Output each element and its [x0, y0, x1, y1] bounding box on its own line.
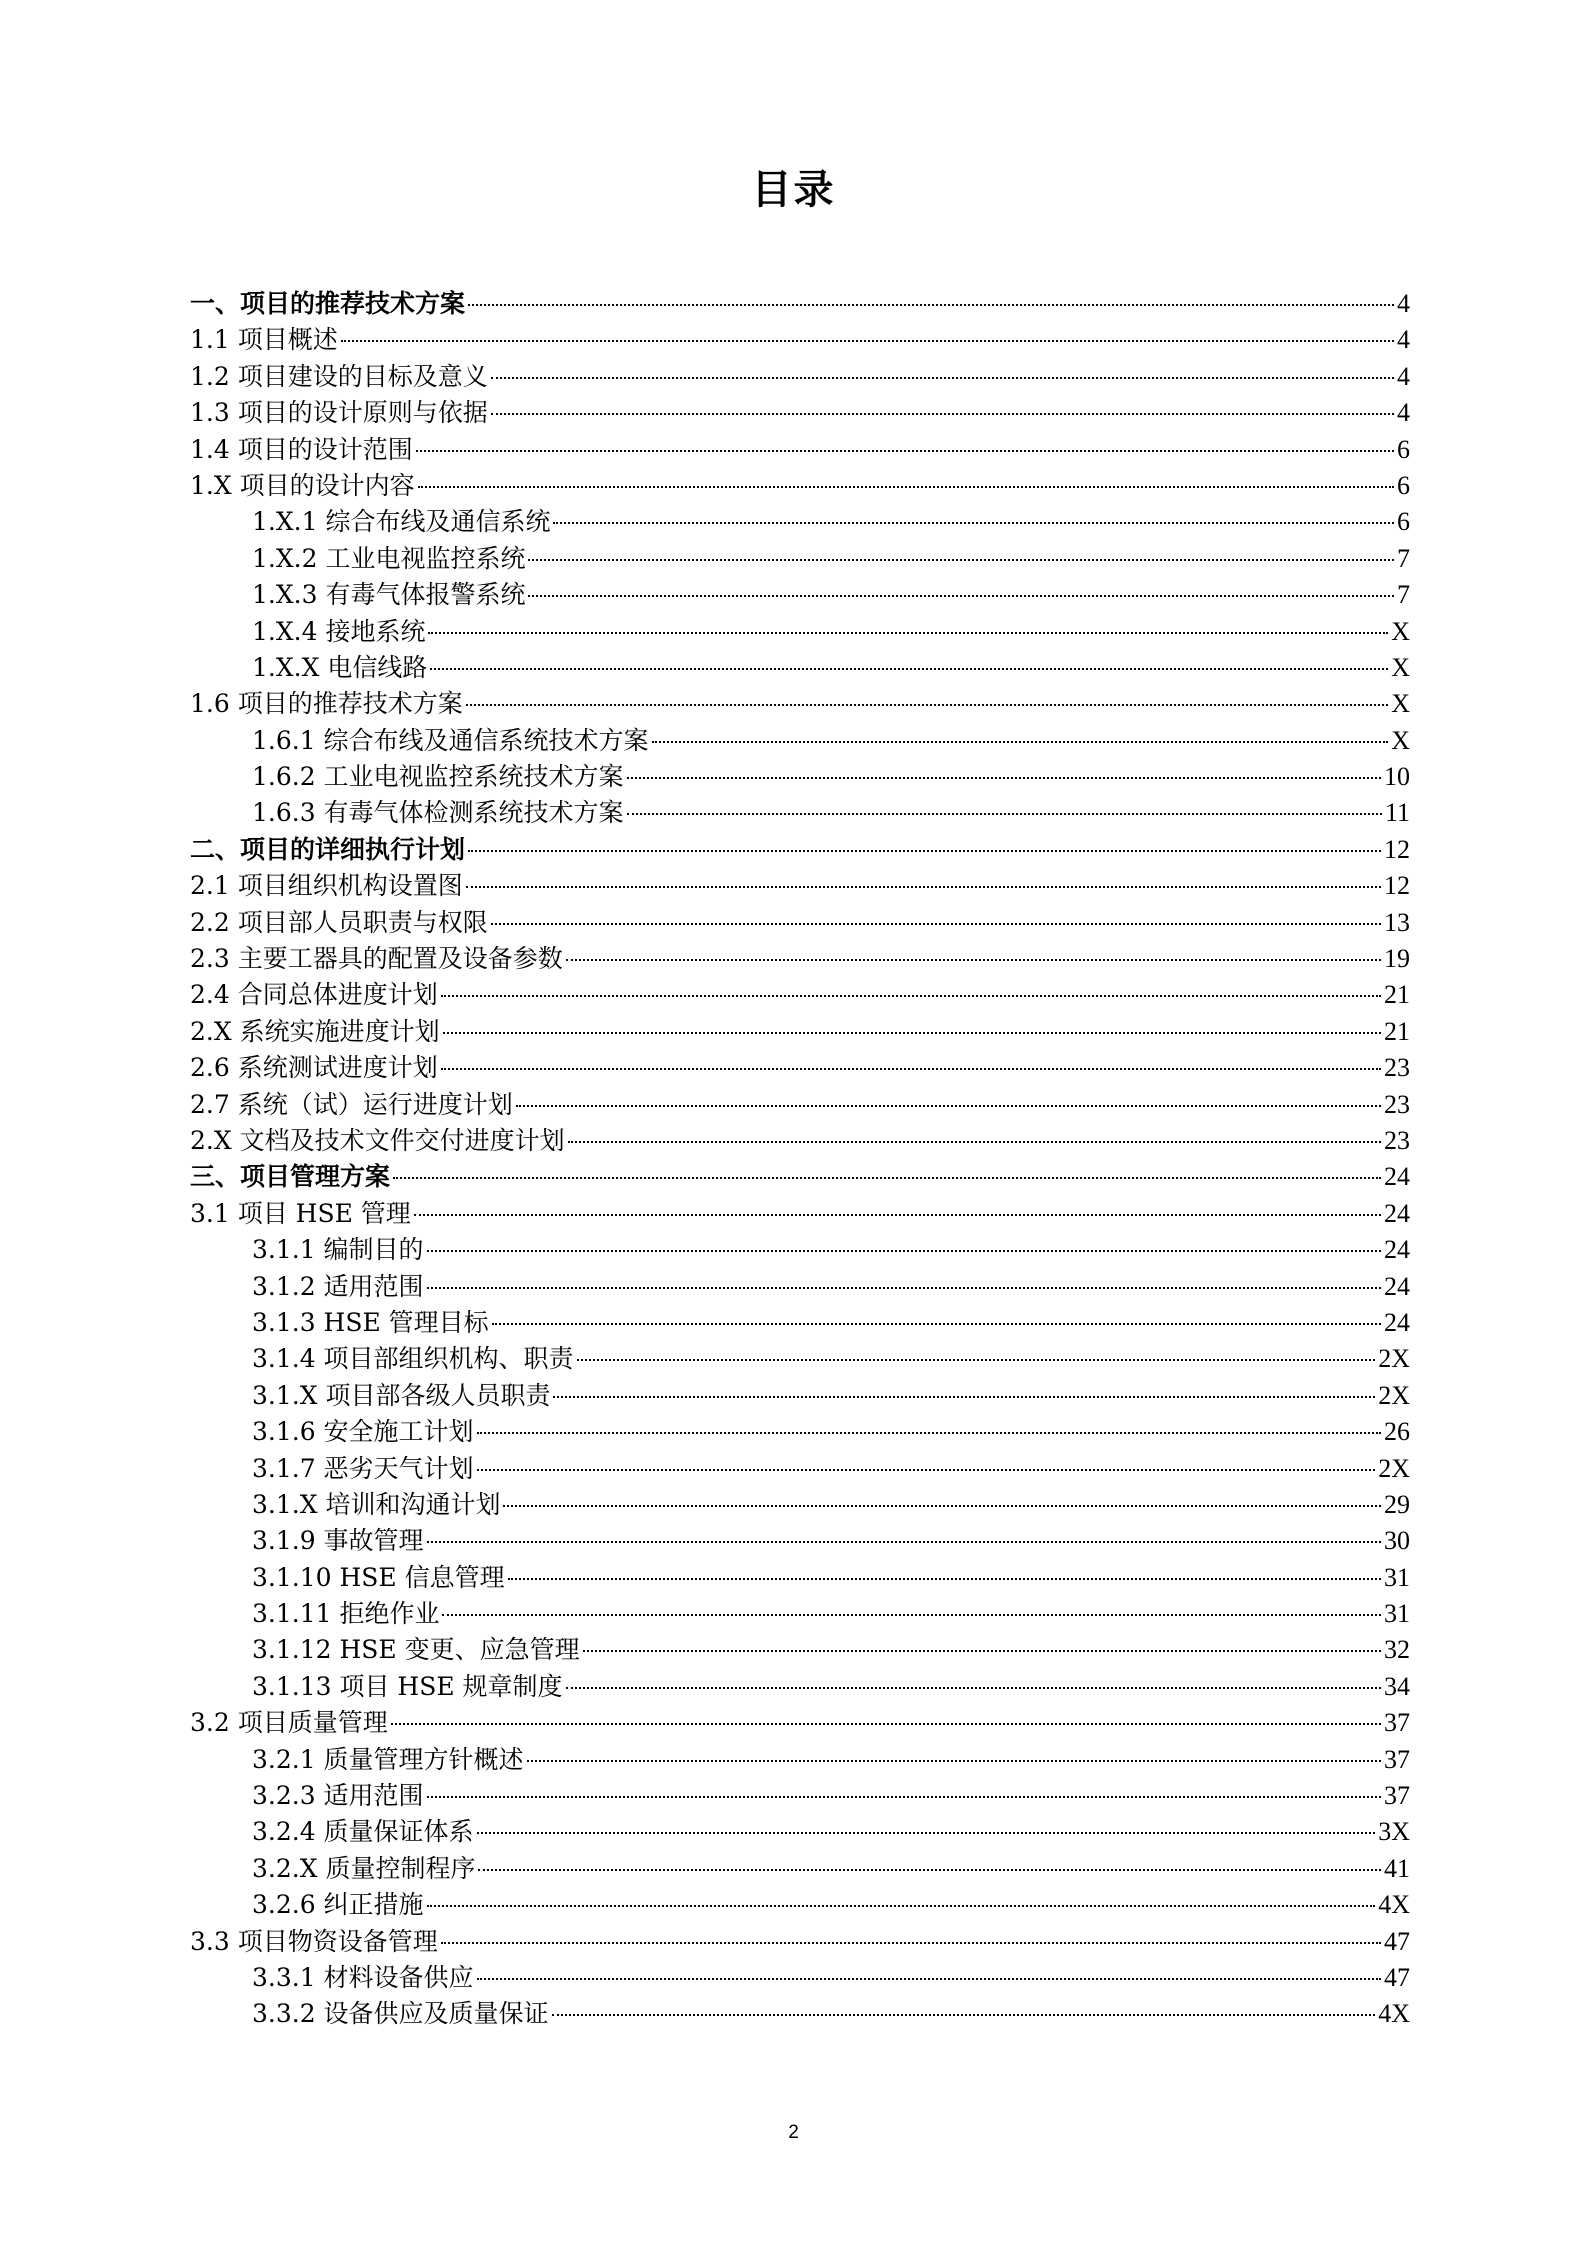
toc-entry[interactable]	[190, 359, 1410, 395]
toc-entry-title: 1.6.1 综合布线及通信系统技术方案	[252, 725, 649, 755]
toc-entry[interactable]	[190, 1378, 1410, 1414]
toc-entry[interactable]	[190, 1123, 1410, 1159]
page-number: 2	[788, 2122, 799, 2143]
toc-entry[interactable]	[190, 1341, 1410, 1377]
toc-entry-title: 3.2 项目质量管理	[190, 1708, 388, 1738]
toc-entry-title: 3.3 项目物资设备管理	[190, 1926, 438, 1956]
toc-entry[interactable]	[190, 1669, 1410, 1705]
toc-entry-page: 3X	[1378, 1817, 1410, 1847]
toc-entry-page: 4	[1397, 361, 1410, 391]
toc-entry-page: 4	[1397, 325, 1410, 355]
dot-leader	[414, 1214, 1381, 1216]
toc-entry-page: 47	[1384, 1926, 1410, 1956]
dot-leader	[468, 304, 1394, 306]
toc-entry-page: X	[1391, 725, 1410, 755]
toc-entry-page: 32	[1384, 1635, 1410, 1665]
toc-entry-page: 7	[1397, 580, 1410, 610]
dot-leader	[553, 1396, 1375, 1398]
toc-entry[interactable]	[190, 577, 1410, 613]
toc-entry-page: 10	[1384, 762, 1410, 792]
toc-entry-title: 2.7 系统（试）运行进度计划	[190, 1089, 513, 1119]
toc-entry[interactable]	[190, 723, 1410, 759]
toc-entry-title: 3.1.3 HSE 管理目标	[252, 1307, 489, 1337]
toc-entry[interactable]	[190, 1742, 1410, 1778]
dot-leader	[577, 1359, 1376, 1361]
toc-entry-page: 11	[1384, 798, 1410, 828]
toc-entry-title: 1.1 项目概述	[190, 325, 338, 355]
toc-entry-title: 2.2 项目部人员职责与权限	[190, 907, 488, 937]
toc-entry[interactable]	[190, 1087, 1410, 1123]
toc-entry-title: 2.3 主要工器具的配置及设备参数	[190, 944, 563, 974]
toc-entry[interactable]	[190, 1778, 1410, 1814]
toc-entry-title: 3.1.6 安全施工计划	[252, 1417, 474, 1447]
toc-entry-title: 2.X 文档及技术文件交付进度计划	[190, 1125, 565, 1155]
dot-leader	[443, 1032, 1381, 1034]
toc-entry-page: 24	[1384, 1162, 1410, 1192]
dot-leader	[627, 813, 1382, 815]
dot-leader	[503, 1505, 1381, 1507]
toc-entry-title: 1.6.3 有毒气体检测系统技术方案	[252, 798, 624, 828]
toc-entry[interactable]	[190, 759, 1410, 795]
dot-leader	[441, 1942, 1381, 1944]
toc-entry-page: 37	[1384, 1781, 1410, 1811]
dot-leader	[477, 1832, 1376, 1834]
toc-entry[interactable]	[190, 1159, 1410, 1195]
dot-leader	[427, 1541, 1381, 1543]
toc-entry-page: 7	[1397, 543, 1410, 573]
toc-entry-page: 12	[1384, 871, 1410, 901]
toc-entry-title: 2.4 合同总体进度计划	[190, 980, 438, 1010]
toc-entry-title: 1.6.2 工业电视监控系统技术方案	[252, 762, 624, 792]
toc-entry-page: 24	[1384, 1271, 1410, 1301]
dot-leader	[466, 704, 1389, 706]
toc-entry-title: 3.1 项目 HSE 管理	[190, 1198, 411, 1228]
toc-entry-page: 21	[1384, 1016, 1410, 1046]
toc-entry-title: 2.6 系统测试进度计划	[190, 1053, 438, 1083]
toc-entry-title: 3.1.X 项目部各级人员职责	[252, 1380, 551, 1410]
toc-entry-page: 37	[1384, 1708, 1410, 1738]
toc-entry[interactable]	[190, 1924, 1410, 1960]
toc-entry[interactable]	[190, 1487, 1410, 1523]
toc-entry-title: 1.6 项目的推荐技术方案	[190, 689, 463, 719]
dot-leader	[466, 886, 1381, 888]
toc-entry-page: 37	[1384, 1744, 1410, 1774]
toc-entry-title: 1.X.3 有毒气体报警系统	[252, 580, 526, 610]
dot-leader	[491, 413, 1394, 415]
dot-leader	[528, 559, 1394, 561]
dot-leader	[393, 1177, 1381, 1179]
toc-entry-page: 24	[1384, 1307, 1410, 1337]
toc-entry-page: 2X	[1378, 1380, 1410, 1410]
toc-entry-page: 6	[1397, 434, 1410, 464]
toc-entry-page: 47	[1384, 1962, 1410, 1992]
toc-entry-page: 4	[1397, 289, 1410, 318]
toc-entry-title: 1.X.1 综合布线及通信系统	[252, 507, 551, 537]
dot-leader	[528, 595, 1394, 597]
toc-entry[interactable]	[190, 1269, 1410, 1305]
toc-entry[interactable]	[190, 650, 1410, 686]
toc-entry-title: 1.X 项目的设计内容	[190, 470, 415, 500]
toc-entry[interactable]	[190, 1996, 1410, 2032]
toc-entry[interactable]	[190, 1305, 1410, 1341]
dot-leader	[442, 1614, 1381, 1616]
toc-entry-page: 12	[1384, 834, 1410, 864]
toc-entry-title: 3.2.1 质量管理方针概述	[252, 1744, 524, 1774]
toc-entry[interactable]	[190, 977, 1410, 1013]
dot-leader	[627, 777, 1381, 779]
toc-entry[interactable]	[190, 432, 1410, 468]
toc-entry[interactable]	[190, 1523, 1410, 1559]
toc-entry-title: 2.X 系统实施进度计划	[190, 1016, 440, 1046]
toc-entry[interactable]	[190, 395, 1410, 431]
toc-entry-title: 3.2.X 质量控制程序	[252, 1853, 476, 1883]
dot-leader	[652, 741, 1389, 743]
toc-entry[interactable]	[190, 1196, 1410, 1232]
toc-entry[interactable]	[190, 1014, 1410, 1050]
toc-entry-title: 2.1 项目组织机构设置图	[190, 871, 463, 901]
toc-entry[interactable]	[190, 1232, 1410, 1268]
toc-entry-title: 3.2.6 纠正措施	[252, 1890, 424, 1920]
dot-leader	[491, 377, 1394, 379]
dot-leader	[566, 959, 1381, 961]
toc-entry-page: 19	[1384, 944, 1410, 974]
toc-entry[interactable]	[190, 504, 1410, 540]
toc-entry-title: 1.2 项目建设的目标及意义	[190, 361, 488, 391]
dot-leader	[477, 1469, 1376, 1471]
toc-entry-page: 26	[1384, 1417, 1410, 1447]
toc-entry[interactable]	[190, 1851, 1410, 1887]
toc-entry-page: 4	[1397, 398, 1410, 428]
toc-entry[interactable]	[190, 868, 1410, 904]
toc-entry-page: 23	[1384, 1125, 1410, 1155]
toc-entry-title: 3.1.11 拒绝作业	[252, 1599, 440, 1629]
toc-entry-page: 23	[1384, 1089, 1410, 1119]
toc-entry-page: 21	[1384, 980, 1410, 1010]
toc-entry-title: 三、项目管理方案	[190, 1162, 391, 1192]
dot-leader	[477, 1432, 1381, 1434]
toc-entry[interactable]	[190, 468, 1410, 504]
toc-entry[interactable]	[190, 1960, 1410, 1996]
dot-leader	[566, 1687, 1381, 1689]
toc-entry-page: 29	[1384, 1489, 1410, 1519]
toc-entry-title: 3.2.3 适用范围	[252, 1781, 424, 1811]
toc-entry-title: 3.3.1 材料设备供应	[252, 1962, 474, 1992]
dot-leader	[441, 1068, 1381, 1070]
dot-leader	[478, 1869, 1381, 1871]
toc-entry-title: 1.X.X 电信线路	[252, 652, 428, 682]
toc-entry-page: 23	[1384, 1053, 1410, 1083]
dot-leader	[553, 522, 1394, 524]
toc-entry-title: 3.2.4 质量保证体系	[252, 1817, 474, 1847]
toc-entry[interactable]	[190, 1414, 1410, 1450]
toc-entry-title: 1.4 项目的设计范围	[190, 434, 413, 464]
dot-leader	[441, 995, 1381, 997]
toc-entry-title: 3.1.X 培训和沟通计划	[252, 1489, 501, 1519]
dot-leader	[418, 486, 1394, 488]
toc-entry-title: 3.1.9 事故管理	[252, 1526, 424, 1556]
dot-leader	[491, 923, 1381, 925]
dot-leader	[427, 1796, 1381, 1798]
dot-leader	[430, 668, 1388, 670]
dot-leader	[341, 340, 1394, 342]
toc-entry-page: 13	[1384, 907, 1410, 937]
toc-entry-page: 30	[1384, 1526, 1410, 1556]
toc-entry-page: X	[1391, 616, 1410, 646]
toc-entry-title: 3.1.12 HSE 变更、应急管理	[252, 1635, 580, 1665]
toc-entry-title: 3.1.10 HSE 信息管理	[252, 1562, 505, 1592]
toc-entry-title: 1.X.4 接地系统	[252, 616, 426, 646]
table-of-contents	[190, 286, 1410, 2033]
toc-entry[interactable]	[190, 832, 1410, 868]
dot-leader	[508, 1578, 1381, 1580]
toc-entry-page: 2X	[1378, 1344, 1410, 1374]
toc-entry-page: 31	[1384, 1562, 1410, 1592]
toc-entry[interactable]	[190, 1596, 1410, 1632]
dot-leader	[583, 1650, 1381, 1652]
toc-entry[interactable]	[190, 541, 1410, 577]
toc-entry-page: 2X	[1378, 1453, 1410, 1483]
dot-leader	[416, 450, 1394, 452]
toc-entry-page: 34	[1384, 1671, 1410, 1701]
toc-entry[interactable]	[190, 322, 1410, 358]
dot-leader	[492, 1323, 1381, 1325]
toc-entry-page: 6	[1397, 470, 1410, 500]
toc-entry-page: 24	[1384, 1235, 1410, 1265]
dot-leader	[428, 632, 1388, 634]
toc-entry[interactable]	[190, 1705, 1410, 1741]
toc-entry-page: X	[1391, 689, 1410, 719]
toc-entry-title: 3.1.2 适用范围	[252, 1271, 424, 1301]
toc-entry[interactable]	[190, 1632, 1410, 1668]
toc-entry[interactable]	[190, 1560, 1410, 1596]
toc-entry-page: 6	[1397, 507, 1410, 537]
dot-leader	[568, 1141, 1381, 1143]
toc-entry[interactable]	[190, 905, 1410, 941]
toc-entry-title: 3.1.7 恶劣天气计划	[252, 1453, 474, 1483]
toc-title: 目录	[751, 167, 836, 213]
dot-leader	[427, 1905, 1376, 1907]
dot-leader	[527, 1760, 1381, 1762]
toc-entry-title: 3.3.2 设备供应及质量保证	[252, 1999, 549, 2029]
toc-entry-page: 24	[1384, 1198, 1410, 1228]
toc-entry[interactable]	[190, 795, 1410, 831]
toc-entry-page: 41	[1384, 1853, 1410, 1883]
toc-entry-title: 3.1.4 项目部组织机构、职责	[252, 1344, 574, 1374]
dot-leader	[427, 1250, 1381, 1252]
toc-entry[interactable]	[190, 1887, 1410, 1923]
dot-leader	[516, 1105, 1381, 1107]
toc-entry[interactable]	[190, 614, 1410, 650]
toc-entry[interactable]	[190, 941, 1410, 977]
toc-entry-title: 二、项目的详细执行计划	[190, 834, 466, 864]
toc-entry[interactable]	[190, 286, 1410, 322]
toc-entry-page: 4X	[1378, 1890, 1410, 1920]
toc-entry[interactable]	[190, 1050, 1410, 1086]
toc-entry-title: 3.1.1 编制目的	[252, 1235, 424, 1265]
toc-entry-page: X	[1391, 652, 1410, 682]
toc-entry-title: 1.X.2 工业电视监控系统	[252, 543, 526, 573]
toc-entry-page: 31	[1384, 1599, 1410, 1629]
dot-leader	[552, 2014, 1376, 2016]
toc-entry-title: 3.1.13 项目 HSE 规章制度	[252, 1671, 563, 1701]
dot-leader	[468, 850, 1381, 852]
dot-leader	[391, 1723, 1381, 1725]
dot-leader	[477, 1978, 1381, 1980]
toc-entry[interactable]	[190, 1451, 1410, 1487]
toc-entry[interactable]	[190, 1814, 1410, 1850]
toc-entry-title: 一、项目的推荐技术方案	[190, 289, 466, 318]
toc-entry[interactable]	[190, 686, 1410, 722]
dot-leader	[427, 1287, 1381, 1289]
toc-entry-title: 1.3 项目的设计原则与依据	[190, 398, 488, 428]
toc-entry-page: 4X	[1378, 1999, 1410, 2029]
